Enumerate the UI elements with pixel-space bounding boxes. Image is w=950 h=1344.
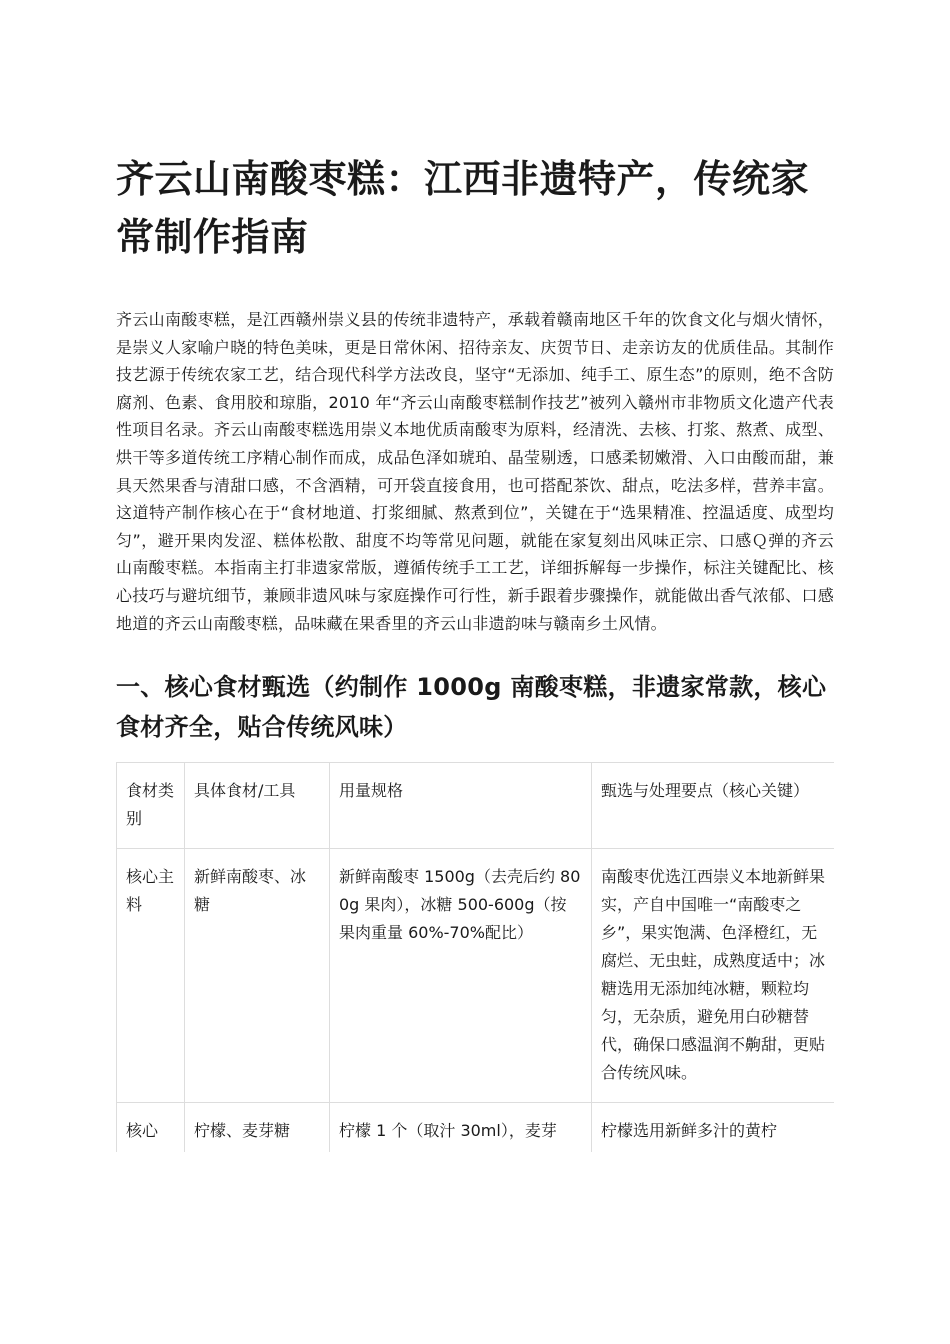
table-cell: 核心主料 [117,849,185,1103]
intro-paragraph: 齐云山南酸枣糕，是江西赣州崇义县的传统非遗特产，承载着赣南地区千年的饮食文化与烟火情怀，是崇义人家喻户晓的特色美味，更是日常休闲、招待亲友、庆贺节日、走亲访友的优质佳品。其制作技艺源于传统农家工艺，结合现代科学方法改良，坚守“无添加、纯手工、原生态”的原则，绝不含防腐剂、色素、食用胶和琼脂，2010 年“齐云山南酸枣糕制作技艺”被列入赣州市非物质文化遗产代表性项目名录。齐云山南酸枣糕选用崇义本地优质南酸枣为原料，经清洗、去核、打浆、熬煮、成型、烘干等多道传统工序精心制作而成，成品色泽如琥珀、晶莹剔透，口感柔韧嫩滑、入口由酸而甜，兼具天然果香与清甜口感，不含酒精，可开袋直接食用，也可搭配茶饮、甜点，吃法多样，营养丰富。这道特产制作核心在于“食材地道、打浆细腻、熬煮到位”，关键在于“选果精准、控温适度、成型均匀”，避开果肉发涩、糕体松散、甜度不均等常见问题，就能在家复刻出风味正宗、口感Ｑ弹的齐云山南酸枣糕。本指南主打非遗家常版，遵循传统手工工艺，详细拆解每一步操作，标注关键配比、核心技巧与避坑细节，兼顾非遗风味与家庭操作可行性，新手跟着步骤操作，就能做出香气浓郁、口感地道的齐云山南酸枣糕，品味藏在果香里的齐云山非遗韵味与赣南乡土风情。 [116,310,834,633]
table-cell: 核心 [117,1103,185,1153]
section-heading: 一、核心食材甄选（约制作 1000g 南酸枣糕，非遗家常款，核心食材齐全，贴合传统风味） [116,673,827,742]
table-row [117,1103,835,1153]
table-header-cell: 具体食材/工具 [185,763,330,849]
ingredients-table-wrapper [116,762,834,1152]
table-cell: 新鲜南酸枣 1500g（去壳后约 800g 果肉），冰糖 500-600g（按果肉重量 60%-70%配比） [330,849,592,1103]
table-cell: 南酸枣优选江西崇义本地新鲜果实，产自中国唯一“南酸枣之乡”，果实饱满、色泽橙红，无腐烂、无虫蛀，成熟度适中；冰糖选用无添加纯冰糖，颗粒均匀，无杂质，避免用白砂糖替代，确保口感温润不齁甜，更贴合传统风味。 [592,849,835,1103]
table-cell: 柠檬选用新鲜多汁的黄柠 [592,1103,835,1153]
table-cell: 新鲜南酸枣、冰糖 [185,849,330,1103]
table-header-cell: 用量规格 [330,763,592,849]
table-cell: 柠檬、麦芽糖 [185,1103,330,1153]
table-header-cell: 甄选与处理要点（核心关键） [592,763,835,849]
table-header-cell: 食材类别 [117,763,185,849]
document-title: 齐云山南酸枣糕：江西非遗特产，传统家常制作指南 [116,157,810,259]
table-row [117,849,835,1103]
table-header-row [117,763,835,849]
table-cell: 柠檬 1 个（取汁 30ml），麦芽 [330,1103,592,1153]
ingredients-table [116,762,834,1152]
document-page [116,150,834,1152]
